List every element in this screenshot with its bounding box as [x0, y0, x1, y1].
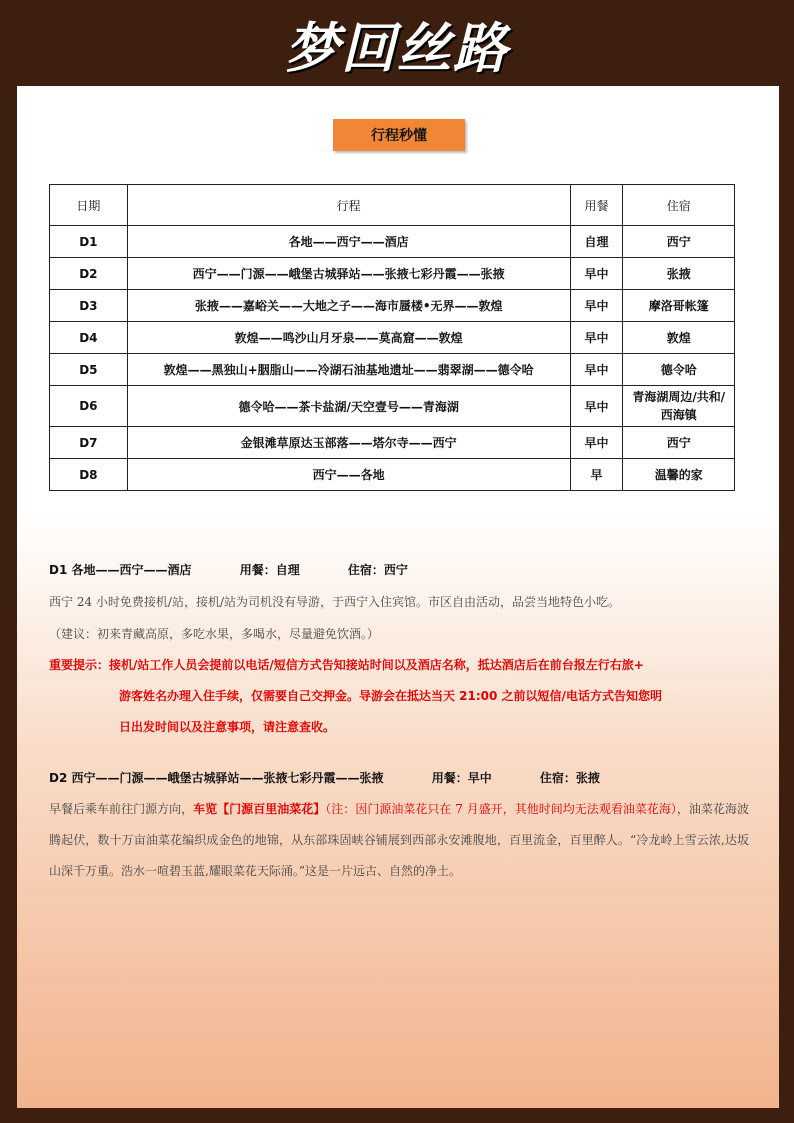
day1-tip: （建议：初来青藏高原，多吃水果，多喝水，尽量避免饮酒。）	[49, 627, 380, 641]
cell-meal: 早中	[570, 258, 623, 290]
header-meal: 用餐	[570, 185, 623, 226]
cell-stay: 温馨的家	[623, 459, 735, 491]
table-row	[50, 290, 735, 322]
cell-day: D5	[50, 354, 128, 386]
cell-route: 张掖——嘉峪关——大地之子——海市蜃楼•无界——敦煌	[127, 290, 570, 322]
page-title: 梦回丝路	[285, 17, 509, 80]
day2-note: （注：因门源油菜花只在 7 月盛开，其他时间均无法观看油菜花海）	[325, 802, 677, 816]
day1-stay: 住宿：西宁	[347, 563, 408, 577]
day2-description	[49, 794, 749, 887]
content-panel	[17, 86, 779, 1108]
header-day: 日期	[50, 185, 128, 226]
day2-meal: 用餐：早中	[431, 771, 492, 785]
cell-day: D7	[50, 427, 128, 459]
table-header-row	[50, 185, 735, 226]
cell-route: 德令哈——茶卡盐湖/天空壹号——青海湖	[127, 386, 570, 427]
day2-intro: 早餐后乘车前往门源方向，	[49, 802, 194, 816]
cell-stay: 张掖	[623, 258, 735, 290]
itinerary-table	[49, 184, 735, 491]
cell-day: D3	[50, 290, 128, 322]
cell-route: 金银滩草原达玉部落——塔尔寺——西宁	[127, 427, 570, 459]
cell-route: 各地——西宁——酒店	[127, 226, 570, 258]
table-row	[50, 427, 735, 459]
cell-route: 敦煌——黑独山+胭脂山——冷湖石油基地遗址——翡翠湖——德令哈	[127, 354, 570, 386]
cell-stay: 敦煌	[623, 322, 735, 354]
day1-section	[49, 554, 749, 743]
cell-meal: 自理	[570, 226, 623, 258]
warning-label: 重要提示：	[49, 658, 110, 672]
cell-day: D4	[50, 322, 128, 354]
day2-stay: 住宿：张掖	[539, 771, 600, 785]
day2-heading	[49, 762, 749, 794]
cell-stay: 青海湖周边/共和/西海镇	[623, 386, 735, 427]
table-row	[50, 459, 735, 491]
cell-meal: 早中	[570, 427, 623, 459]
cell-meal: 早中	[570, 386, 623, 427]
day1-description: 西宁 24 小时免费接机/站，接机/站为司机没有导游，于西宁入住宾馆。市区自由活动，品尝当地特色小吃。	[49, 595, 620, 609]
day2-body: ，油菜花海波腾起伏，数十万亩油菜花编织成金色的地锦，从东部珠固峡谷铺展到西部永安滩腹地，百里流金，百里醉人。“冷龙岭上雪云浓,达坂山深千万重。浩水一喧碧玉蓝,耀眼菜花天际涌。”这是一片远古、自然的净土。	[49, 802, 749, 878]
cell-day: D8	[50, 459, 128, 491]
day1-heading	[49, 554, 749, 586]
day1-title: D1 各地——西宁——酒店	[49, 563, 192, 577]
cell-route: 敦煌——鸣沙山月牙泉——莫高窟——敦煌	[127, 322, 570, 354]
day1-meal: 用餐：自理	[239, 563, 300, 577]
header-stay: 住宿	[623, 185, 735, 226]
cell-route: 西宁——各地	[127, 459, 570, 491]
cell-day: D1	[50, 226, 128, 258]
cell-day: D2	[50, 258, 128, 290]
cell-meal: 早中	[570, 322, 623, 354]
day2-section	[49, 762, 749, 887]
section-tag: 行程秒懂	[333, 119, 465, 151]
table-row	[50, 258, 735, 290]
day2-highlight: 车览【门源百里油菜花】	[193, 802, 326, 816]
table-row	[50, 322, 735, 354]
cell-stay: 西宁	[623, 226, 735, 258]
cell-meal: 早中	[570, 354, 623, 386]
warning-line-2: 游客姓名办理入住手续，仅需要自己交押金。导游会在抵达当天 21:00 之前以短信/电话方式告知您明	[119, 689, 662, 703]
header-route: 行程	[127, 185, 570, 226]
warning-line-1	[49, 650, 749, 681]
cell-meal: 早	[570, 459, 623, 491]
day2-title: D2 西宁——门源——峨堡古城驿站——张掖七彩丹霞——张掖	[49, 771, 384, 785]
cell-meal: 早中	[570, 290, 623, 322]
cell-stay: 西宁	[623, 427, 735, 459]
cell-stay: 德令哈	[623, 354, 735, 386]
cell-stay: 摩洛哥帐篷	[623, 290, 735, 322]
warning-text-1: 接机/站工作人员会提前以电话/短信方式告知接站时间以及酒店名称，抵达酒店后在前台报左行右旅+	[109, 658, 644, 672]
day1-warning	[49, 650, 749, 743]
cell-route: 西宁——门源——峨堡古城驿站——张掖七彩丹霞——张掖	[127, 258, 570, 290]
table-row	[50, 226, 735, 258]
table-row	[50, 386, 735, 427]
warning-line-3: 日出发时间以及注意事项，请注意查收。	[119, 720, 336, 734]
table-row	[50, 354, 735, 386]
cell-day: D6	[50, 386, 128, 427]
